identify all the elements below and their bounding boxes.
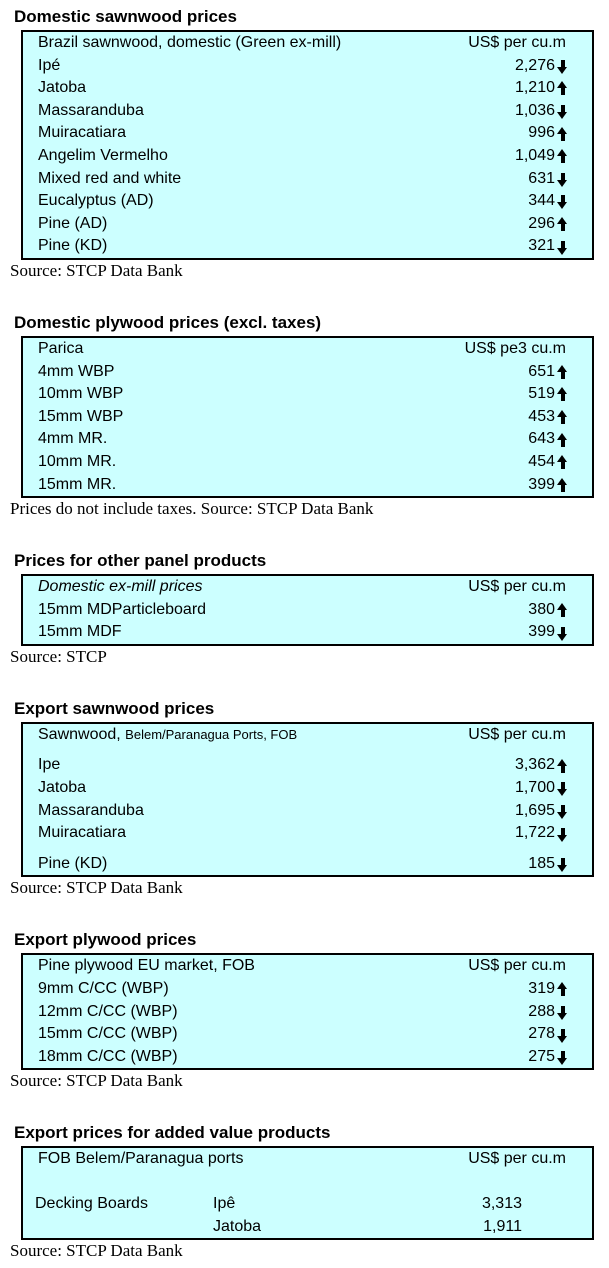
section-title: Export prices for added value products <box>14 1123 331 1143</box>
row-label: 12mm C/CC (WBP) <box>38 1002 178 1020</box>
row-label: 15mm MDF <box>38 623 122 641</box>
row-group-label <box>23 1216 213 1239</box>
row-value <box>483 1216 592 1239</box>
table-row <box>23 822 592 845</box>
table-row <box>23 1046 592 1069</box>
table-row <box>23 361 592 384</box>
price-value: 454 <box>528 452 555 470</box>
trend-up-icon <box>555 429 572 451</box>
row-value <box>515 754 592 777</box>
row-value <box>515 777 592 800</box>
trend-down-icon <box>555 190 572 212</box>
trend-up-icon <box>555 451 572 473</box>
table-header <box>23 955 592 978</box>
table-row <box>23 383 592 406</box>
price-table <box>21 336 594 498</box>
row-value <box>528 383 592 406</box>
row-label: 10mm MR. <box>38 452 117 470</box>
table-row <box>23 100 592 123</box>
row-label: 15mm MDParticleboard <box>38 600 207 618</box>
row-label: 15mm MR. <box>38 475 117 493</box>
price-value: 2,276 <box>514 56 555 74</box>
row-label: Pine (KD) <box>38 854 108 872</box>
source-note: Source: STCP Data Bank <box>10 878 183 898</box>
row-label: Ipé <box>38 56 61 74</box>
table-row <box>23 428 592 451</box>
header-label <box>23 724 468 747</box>
spacer-row <box>23 746 592 754</box>
trend-up-icon <box>555 361 572 383</box>
row-value <box>515 145 592 168</box>
row-label: Muiracatiara <box>38 824 127 842</box>
trend-down-icon <box>555 800 572 822</box>
row-label: Muiracatiara <box>38 124 127 142</box>
row-value <box>528 451 592 474</box>
section-export-plywood <box>0 931 609 1092</box>
section-title: Export sawnwood prices <box>14 698 215 718</box>
row-label: 18mm C/CC (WBP) <box>38 1047 178 1065</box>
section-other-panel-products <box>0 552 609 668</box>
row-value <box>528 599 592 622</box>
row-value <box>528 853 592 876</box>
row-value <box>528 428 592 451</box>
price-value: 399 <box>528 623 555 641</box>
trend-up-icon <box>555 213 572 235</box>
header-label-detail: Belem/Paranagua Ports, FOB <box>125 726 298 742</box>
row-value <box>515 822 592 845</box>
spacer-row <box>23 1171 592 1193</box>
table-row <box>23 451 592 474</box>
table-row <box>23 213 592 236</box>
row-value <box>528 361 592 384</box>
table-row <box>23 168 592 191</box>
table-row <box>23 1193 592 1216</box>
table-row <box>23 55 592 78</box>
table-row <box>23 145 592 168</box>
trend-up-icon <box>555 383 572 405</box>
table-row <box>23 777 592 800</box>
price-value: 288 <box>528 1002 555 1020</box>
price-value: 519 <box>528 385 555 403</box>
table-row <box>23 800 592 823</box>
price-value: 1,049 <box>514 146 555 164</box>
row-label: Massaranduba <box>38 101 144 119</box>
row-label: Jatoba <box>38 79 87 97</box>
price-value: 3,362 <box>514 756 555 774</box>
header-label: FOB Belem/Paranagua ports <box>38 1150 244 1168</box>
row-label: 10mm WBP <box>38 385 124 403</box>
row-value <box>528 213 592 236</box>
price-value: 651 <box>528 362 555 380</box>
header-label: Pine plywood EU market, FOB <box>38 957 255 975</box>
table-row <box>23 122 592 145</box>
row-label: Ipe <box>38 756 61 774</box>
trend-down-icon <box>555 622 572 644</box>
row-item-label: Jatoba <box>213 1217 262 1235</box>
row-label: 4mm WBP <box>38 362 115 380</box>
trend-up-icon <box>555 145 572 167</box>
price-value: 1,695 <box>514 801 555 819</box>
row-value <box>515 77 592 100</box>
header-unit: US$ per cu.m <box>468 957 566 975</box>
row-value <box>515 800 592 823</box>
price-value: 1,722 <box>514 824 555 842</box>
trend-down-icon <box>555 55 572 77</box>
table-row <box>23 406 592 429</box>
trend-down-icon <box>555 823 572 845</box>
row-label: Jatoba <box>38 779 87 797</box>
row-value <box>528 406 592 429</box>
trend-down-icon <box>555 168 572 190</box>
table-row <box>23 474 592 497</box>
section-title: Export plywood prices <box>14 930 197 950</box>
row-label: Pine (AD) <box>38 214 108 232</box>
row-label: 15mm WBP <box>38 407 124 425</box>
price-table <box>21 30 594 260</box>
row-value <box>528 1046 592 1069</box>
table-row <box>23 1216 592 1239</box>
price-value: 3,313 <box>481 1195 522 1212</box>
row-value <box>528 122 592 145</box>
trend-up-icon <box>555 599 572 621</box>
row-group-label: Decking Boards <box>35 1195 148 1212</box>
row-label: Eucalyptus (AD) <box>38 192 154 210</box>
price-value: 344 <box>528 192 555 210</box>
header-unit: US$ per cu.m <box>468 578 566 596</box>
header-unit: US$ per cu.m <box>468 725 566 743</box>
price-value: 296 <box>528 214 555 232</box>
row-value <box>515 55 592 78</box>
row-label: Pine (KD) <box>38 237 108 255</box>
row-value <box>528 168 592 191</box>
price-table <box>21 722 594 878</box>
trend-down-icon <box>555 1046 572 1068</box>
table-row <box>23 599 592 622</box>
header-unit: US$ pe3 cu.m <box>464 339 566 357</box>
price-value: 453 <box>528 407 555 425</box>
trend-up-icon <box>555 755 572 777</box>
trend-up-icon <box>555 978 572 1000</box>
header-label: Domestic ex-mill prices <box>38 578 203 596</box>
section-export-sawnwood <box>0 700 609 900</box>
table-row <box>23 1023 592 1046</box>
table-header <box>23 724 592 747</box>
header-label: Parica <box>38 339 84 357</box>
table-row <box>23 853 592 876</box>
price-value: 1,210 <box>514 79 555 97</box>
table-header <box>23 32 592 55</box>
source-note: Source: STCP Data Bank <box>10 1071 183 1091</box>
trend-down-icon <box>555 777 572 799</box>
table-header <box>23 338 592 361</box>
price-value: 399 <box>528 475 555 493</box>
row-value <box>528 190 592 213</box>
trend-up-icon <box>555 77 572 99</box>
price-value: 1,911 <box>483 1217 522 1235</box>
price-value: 1,700 <box>514 779 555 797</box>
price-table <box>21 574 594 646</box>
section-title: Domestic plywood prices (excl. taxes) <box>14 312 322 332</box>
header-unit: US$ per cu.m <box>468 1150 566 1168</box>
table-row <box>23 1001 592 1024</box>
price-value: 1,036 <box>514 101 555 119</box>
row-label: 15mm C/CC (WBP) <box>38 1025 178 1043</box>
table-header <box>23 1148 592 1171</box>
table-row <box>23 754 592 777</box>
price-value: 321 <box>528 237 555 255</box>
row-value <box>482 1193 592 1216</box>
row-value <box>528 621 592 644</box>
header-label-main: Sawnwood, <box>38 725 121 743</box>
table-row <box>23 77 592 100</box>
trend-down-icon <box>555 1024 572 1046</box>
row-value <box>515 100 592 123</box>
spacer-row <box>23 845 592 853</box>
row-label: Mixed red and white <box>38 169 182 187</box>
row-label: 4mm MR. <box>38 430 108 448</box>
table-row <box>23 235 592 258</box>
section-added-value-products <box>0 1124 609 1262</box>
price-table <box>21 953 594 1070</box>
price-value: 380 <box>528 600 555 618</box>
row-value <box>528 1023 592 1046</box>
trend-down-icon <box>555 853 572 875</box>
source-note: Source: STCP <box>10 646 107 666</box>
table-row <box>23 621 592 644</box>
row-item-label: Ipê <box>213 1195 236 1212</box>
section-domestic-plywood <box>0 314 609 520</box>
row-value <box>528 474 592 497</box>
trend-down-icon <box>555 100 572 122</box>
trend-up-icon <box>555 406 572 428</box>
trend-up-icon <box>555 474 572 496</box>
row-label: 9mm C/CC (WBP) <box>38 980 169 998</box>
source-note: Source: STCP Data Bank <box>10 260 183 280</box>
row-label: Angelim Vermelho <box>38 146 168 164</box>
row-value <box>528 978 592 1001</box>
source-note: Prices do not include taxes. Source: STCP Data Bank <box>10 499 374 519</box>
row-value <box>528 235 592 258</box>
section-domestic-sawnwood <box>0 8 609 282</box>
row-value <box>528 1001 592 1024</box>
price-table <box>21 1146 594 1240</box>
price-value: 319 <box>528 980 555 998</box>
price-value: 631 <box>528 169 555 187</box>
row-label: Massaranduba <box>38 801 144 819</box>
source-note: Source: STCP Data Bank <box>10 1241 183 1261</box>
price-value: 275 <box>528 1047 555 1065</box>
trend-up-icon <box>555 123 572 145</box>
price-value: 996 <box>528 124 555 142</box>
header-unit: US$ per cu.m <box>468 34 566 51</box>
price-value: 278 <box>528 1025 555 1043</box>
table-header <box>23 576 592 599</box>
price-value: 185 <box>528 854 555 872</box>
section-title: Domestic sawnwood prices <box>14 7 237 26</box>
table-row <box>23 190 592 213</box>
table-row <box>23 978 592 1001</box>
section-title: Prices for other panel products <box>14 551 267 571</box>
price-value: 643 <box>528 430 555 448</box>
trend-down-icon <box>555 1001 572 1023</box>
trend-down-icon <box>555 236 572 258</box>
header-label: Brazil sawnwood, domestic (Green ex-mill) <box>38 34 342 51</box>
